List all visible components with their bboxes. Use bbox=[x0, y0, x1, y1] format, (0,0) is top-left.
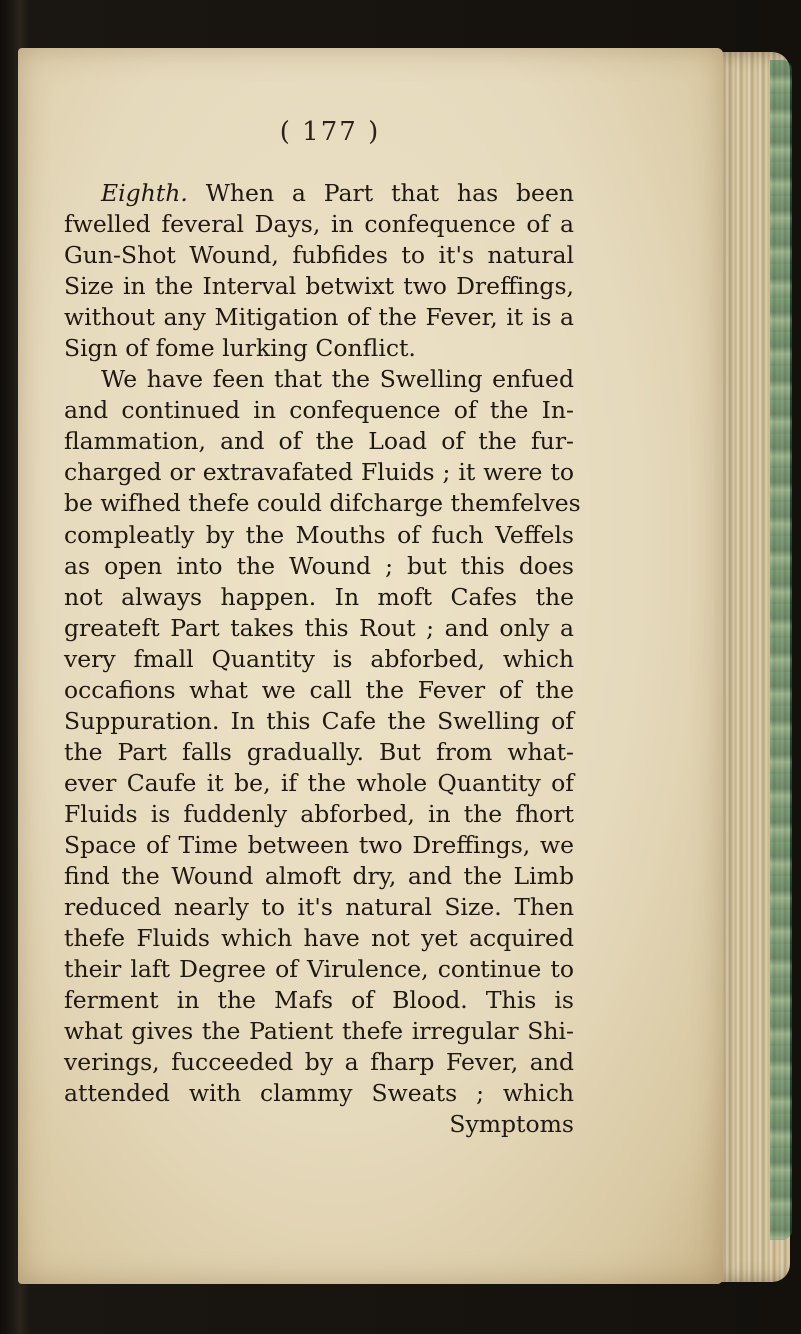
text-line: the Part falls gradually. But from what- bbox=[64, 737, 574, 766]
text-line: Sign of fome lurking Conflict. bbox=[64, 334, 416, 363]
text-line: Fluids is fuddenly abforbed, in the fhort bbox=[64, 799, 574, 828]
text-line: Gun-Shot Wound, fubfides to it's natural bbox=[64, 241, 574, 270]
catchword: Symptoms bbox=[449, 1110, 574, 1139]
page-body bbox=[64, 178, 581, 1140]
text-line: without any Mitigation of the Fever, it is a bbox=[64, 303, 574, 332]
text-line: Eighth. When a Part that has been bbox=[101, 179, 574, 207]
text-line: attended with clammy Sweats ; which bbox=[64, 1079, 574, 1108]
page-number: ( 177 ) bbox=[279, 117, 381, 147]
text-line: very fmall Quantity is abforbed, which bbox=[64, 644, 574, 673]
text-line: Space of Time between two Dreffings, we bbox=[64, 830, 574, 859]
text-line: flammation, and of the Load of the fur- bbox=[64, 427, 574, 456]
text-line: not always happen. In moft Cafes the bbox=[64, 582, 574, 611]
text-line: compleatly by the Mouths of fuch Veffels bbox=[64, 520, 574, 549]
text-line: thefe Fluids which have not yet acquired bbox=[64, 924, 574, 953]
text-line: ferment in the Mafs of Blood. This is bbox=[64, 986, 574, 1015]
text-line: ever Caufe it be, if the whole Quantity of bbox=[64, 768, 574, 797]
text-line: reduced nearly to it's natural Size. Then bbox=[64, 893, 574, 922]
edge-tint bbox=[770, 60, 792, 1240]
text-line: find the Wound almoft dry, and the Limb bbox=[64, 862, 574, 891]
text-line: fwelled feveral Days, in confequence of a bbox=[64, 210, 574, 239]
text-line: charged or extravafated Fluids ; it were to bbox=[64, 458, 574, 487]
text-line: We have feen that the Swelling enfued bbox=[101, 365, 574, 394]
text-line: what gives the Patient thefe irregular Shi- bbox=[64, 1017, 574, 1046]
text-line: as open into the Wound ; but this does bbox=[64, 551, 574, 580]
text-line: be wifhed thefe could difcharge themfelves bbox=[64, 489, 581, 518]
text-line: their laft Degree of Virulence, continue to bbox=[64, 955, 574, 984]
text-line: occafions what we call the Fever of the bbox=[64, 675, 574, 704]
text-line: verings, fucceeded by a fharp Fever, and bbox=[64, 1048, 574, 1077]
text-line: Size in the Interval betwixt two Dreffings, bbox=[64, 272, 574, 301]
text-line: greateft Part takes this Rout ; and only a bbox=[64, 613, 574, 642]
text-line: and continued in confequence of the In- bbox=[64, 396, 574, 425]
text-line: Suppuration. In this Cafe the Swelling of bbox=[64, 706, 574, 735]
